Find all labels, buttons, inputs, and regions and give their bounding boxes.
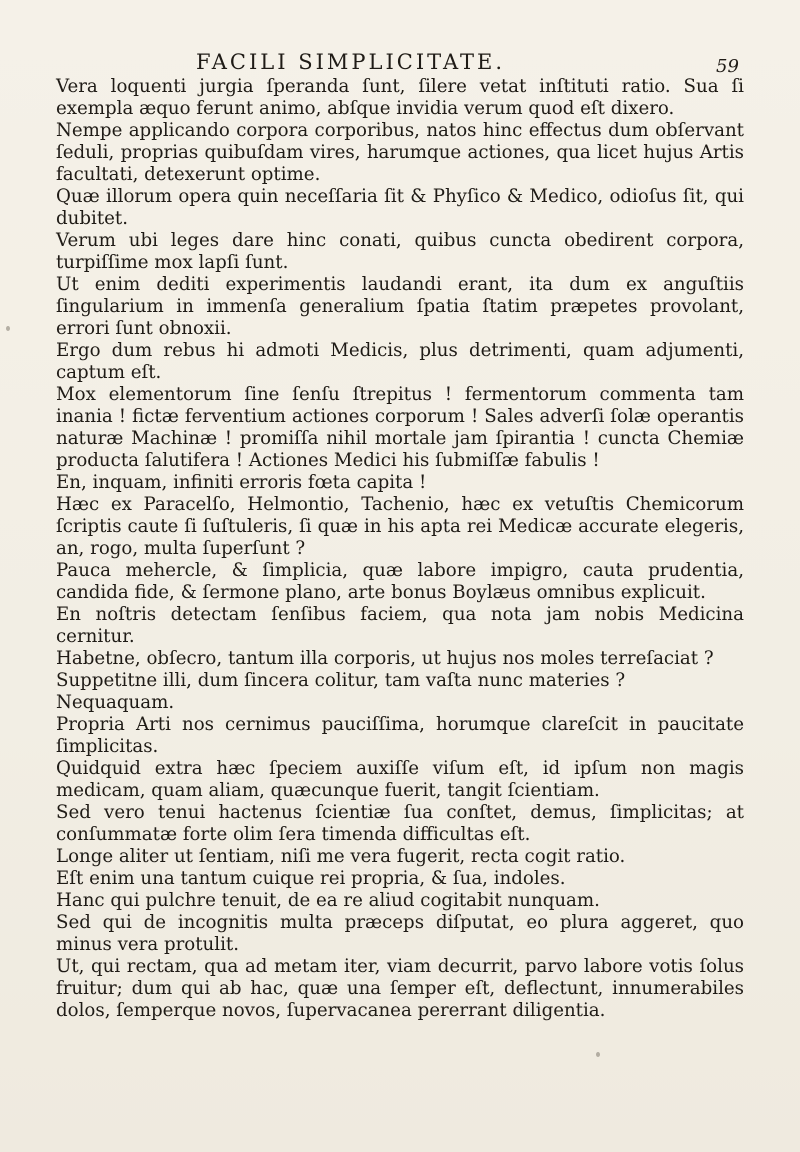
paragraph: Pauca mehercle, & ſimplicia, quæ labore impigro, cauta prudentia, candida fide, & ſermone plano, arte bonus Boylæus omnibus explicuit. xyxy=(56,560,744,603)
body-text xyxy=(56,76,744,1022)
ink-speck xyxy=(596,1052,600,1057)
paragraph: Eſt enim una tantum cuique rei propria, & ſua, indoles. xyxy=(56,868,566,889)
paragraph: Mox elementorum ſine ſenſu ſtrepitus ! fermentorum commenta tam inania ! fictæ ferventium actiones corporum ! Sales adverſi ſolæ operantis naturæ Machinæ ! promiſſa nihil mortale jam ſpirantia ! cuncta Chemiæ producta ſalutifera ! Actiones Medici his ſubmiſſæ fabulis ! xyxy=(56,384,744,471)
paragraph: Ut enim dediti experimentis laudandi erant, ita dum ex anguſtiis ſingularium in immenſa generalium ſpatia ſtatim præpetes provolant, errori ſunt obnoxii. xyxy=(56,274,744,339)
paragraph: Sed qui de incognitis multa præceps diſputat, eo plura aggeret, quo minus vera protulit. xyxy=(56,912,744,955)
paragraph: Verum ubi leges dare hinc conati, quibus cuncta obedirent corpora, turpiſſime mox lapſi ſunt. xyxy=(56,230,744,273)
paragraph: Habetne, obſecro, tantum illa corporis, ut hujus nos moles terreſaciat ? xyxy=(56,648,714,669)
running-title: FACILI SIMPLICITATE. xyxy=(196,50,505,74)
paragraph: Vera loquenti jurgia ſperanda ſunt, ſilere vetat inſtituti ratio. Sua ſi exempla æquo ferunt animo, abſque invidia verum quod eſt dixero. xyxy=(56,76,744,119)
paragraph: Nequaquam. xyxy=(56,692,175,713)
paragraph: Ut, qui rectam, qua ad metam iter, viam decurrit, parvo labore votis ſolus fruitur; dum qui ab hac, quæ una ſemper eſt, deflectunt, innumerabiles dolos, ſemperque novos, ſupervacanea pererrant diligentia. xyxy=(56,956,744,1021)
paragraph: Nempe applicando corpora corporibus, natos hinc effectus dum obſervant ſeduli, proprias quibuſdam vires, harumque actiones, qua licet hujus Artis facultati, detexerunt optime. xyxy=(56,120,744,185)
page-number: 59 xyxy=(716,56,739,77)
paragraph: Sed vero tenui hactenus ſcientiæ ſua conſtet, demus, ſimplicitas; at conſummatæ forte olim ſera timenda difficultas eſt. xyxy=(56,802,744,845)
paragraph: Longe aliter ut ſentiam, niſi me vera fugerit, recta cogit ratio. xyxy=(56,846,626,867)
paragraph: Quæ illorum opera quin neceſſaria ſit & Phyſico & Medico, odioſus ſit, qui dubitet. xyxy=(56,186,744,229)
paragraph: En noſtris detectam ſenſibus faciem, qua nota jam nobis Medicina cernitur. xyxy=(56,604,744,647)
paragraph: Suppetitne illi, dum ſincera colitur, tam vaſta nunc materies ? xyxy=(56,670,626,691)
paragraph: Hanc qui pulchre tenuit, de ea re aliud cogitabit nunquam. xyxy=(56,890,600,911)
paragraph: En, inquam, infiniti erroris fœta capita ! xyxy=(56,472,427,493)
paragraph: Ergo dum rebus hi admoti Medicis, plus detrimenti, quam adjumenti, captum eſt. xyxy=(56,340,744,383)
ink-speck xyxy=(6,326,10,331)
paragraph: Hæc ex Paracelſo, Helmontio, Tachenio, hæc ex vetuſtis Chemicorum ſcriptis caute ſi ſuſtuleris, ſi quæ in his apta rei Medicæ accurate elegeris, an, rogo, multa ſuperſunt ? xyxy=(56,494,744,559)
paragraph: Propria Arti nos cernimus pauciſſima, horumque clareſcit in paucitate ſimplicitas. xyxy=(56,714,744,757)
paragraph: Quidquid extra hæc ſpeciem auxiſſe viſum eſt, id ipſum non magis medicam, quam aliam, quæcunque fuerit, tangit ſcientiam. xyxy=(56,758,744,801)
